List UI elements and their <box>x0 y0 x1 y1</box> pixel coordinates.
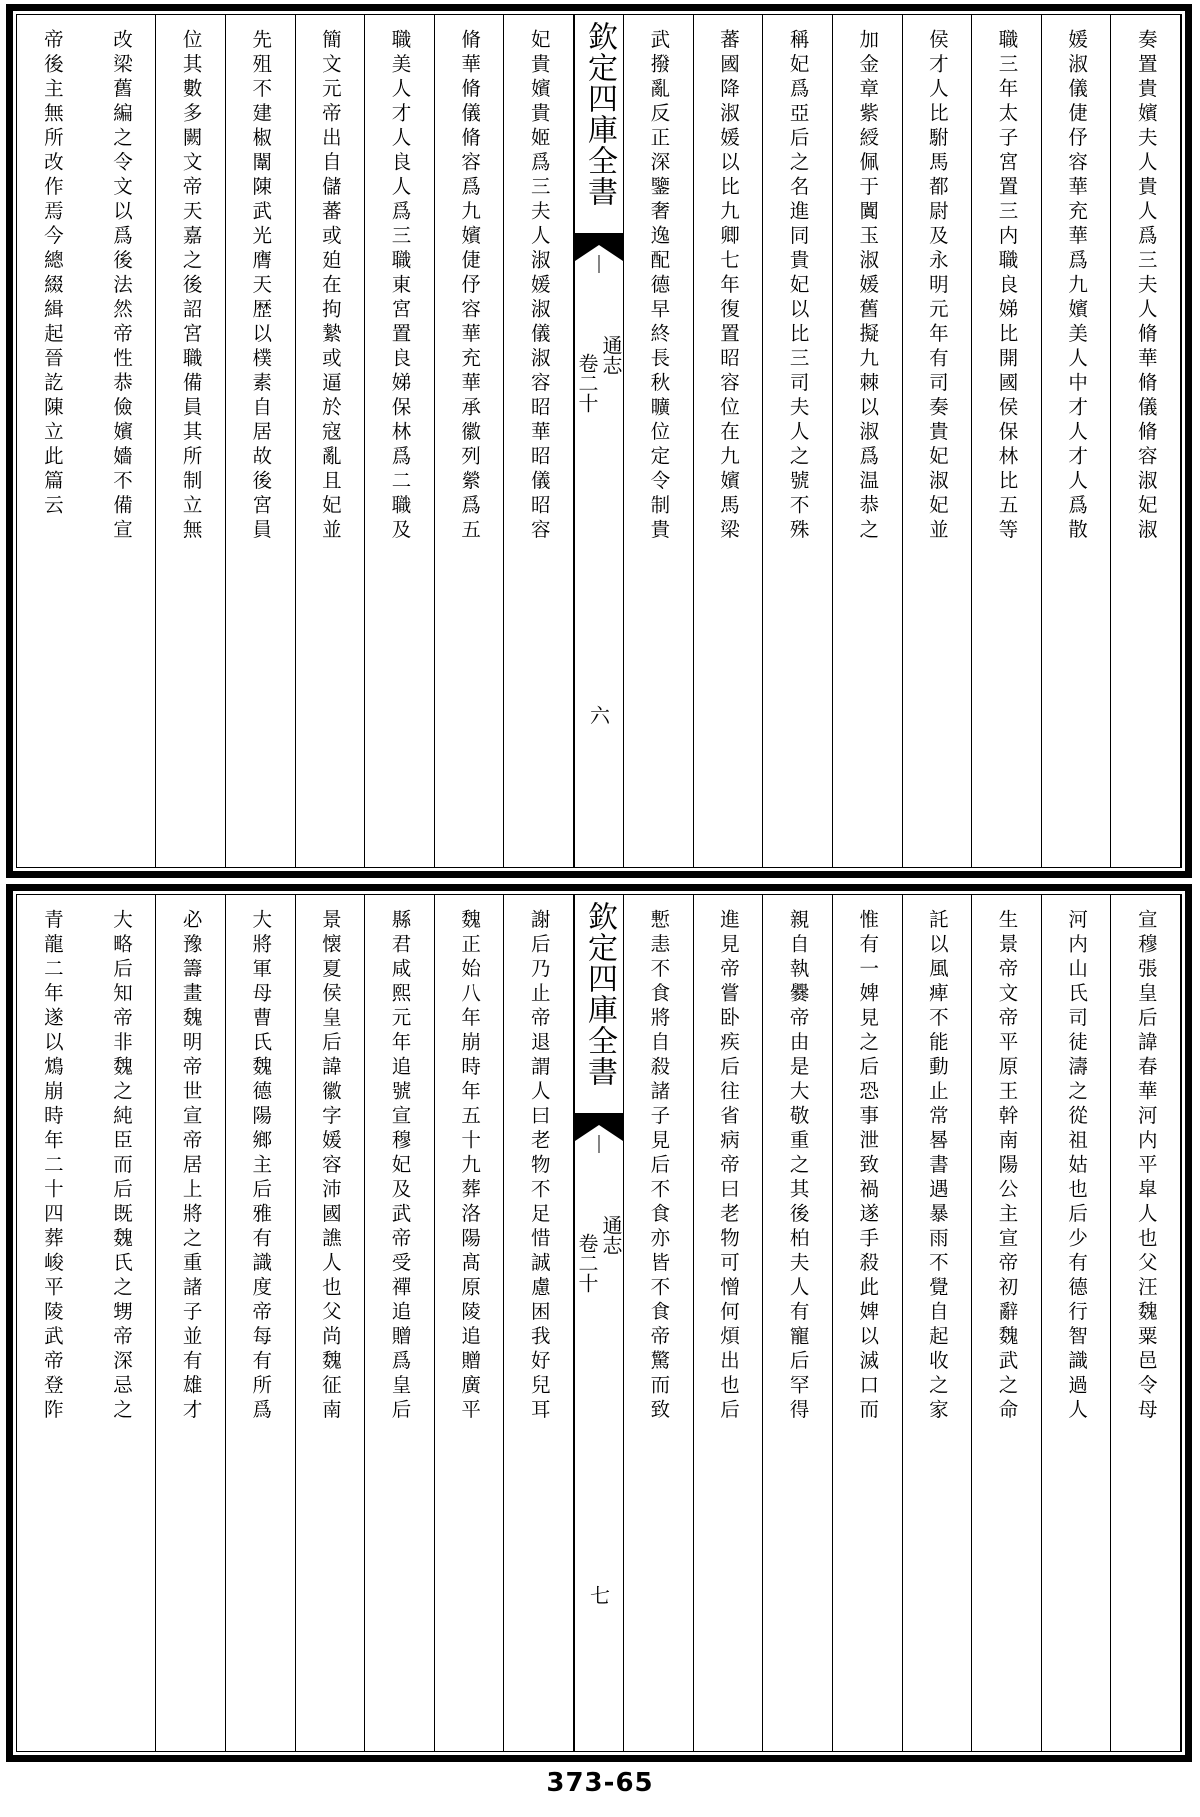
text-column <box>87 895 157 1751</box>
column-text: 稱妃爲亞后之名進同貴妃以比三司夫人之號不殊 <box>786 29 810 544</box>
column-text: 武撥亂反正深鑒奢逸配德早終長秋曠位定令制貴 <box>647 29 671 544</box>
gutter-page-number: 六 <box>586 705 611 725</box>
text-column <box>833 895 903 1751</box>
fishtail-mark <box>575 233 623 273</box>
gutter-book-info <box>577 335 621 413</box>
text-column <box>226 15 296 867</box>
column-text: 河内山氏司徒濤之從祖姑也后少有德行智識過人 <box>1065 909 1089 1424</box>
column-text: 先殂不建椒闈陳武光膺天歴以樸素自居故後宮員 <box>249 29 273 544</box>
text-column <box>1111 895 1181 1751</box>
column-text: 職三年太子宮置三内職良娣比開國侯保林比五等 <box>995 29 1019 544</box>
gutter-book: 通志 <box>599 1215 623 1255</box>
text-column <box>296 895 366 1751</box>
text-column <box>694 15 764 867</box>
text-column <box>435 895 505 1751</box>
column-text: 必豫籌畫魏明帝世宣帝居上將之重諸子並有雄才 <box>179 909 203 1424</box>
column-text: 蕃國降淑媛以比九卿七年復置昭容位在九嬪馬梁 <box>716 29 740 544</box>
text-column <box>17 895 87 1751</box>
column-text: 縣君咸熙元年追號宣穆妃及武帝受禪追贈爲皇后 <box>388 909 412 1424</box>
text-column <box>903 895 973 1751</box>
page-code: 373-65 <box>546 1768 654 1798</box>
text-column <box>1042 15 1112 867</box>
center-gutter <box>574 15 624 867</box>
column-text: 生景帝文帝平原王幹南陽公主宣帝初辭魏武之命 <box>995 909 1019 1424</box>
column-text: 青龍二年遂以鴆崩時年二十四葬峻平陵武帝登阼 <box>40 909 64 1424</box>
column-text: 簡文元帝出自儲蕃或廹在拘縶或逼於寇亂且妃並 <box>318 29 342 544</box>
column-text: 親自執爨帝由是大敬重之其後柏夫人有寵后罕得 <box>786 909 810 1424</box>
column-text: 魏正始八年崩時年五十九葬洛陽髙原陵追贈廣平 <box>458 909 482 1424</box>
text-column <box>833 15 903 867</box>
text-column <box>624 15 694 867</box>
text-column <box>17 15 87 867</box>
text-column <box>694 895 764 1751</box>
gutter-book: 通志 <box>599 335 623 375</box>
column-text: 位其數多闕文帝天嘉之後詔宮職備員其所制立無 <box>179 29 203 544</box>
text-column <box>504 895 574 1751</box>
column-text: 媛淑儀倢伃容華充華爲九嬪美人中才人才人爲散 <box>1065 29 1089 544</box>
fishtail-mark <box>575 1113 623 1153</box>
column-text: 脩華脩儀脩容爲九嬪倢伃容華充華承徽列縈爲五 <box>458 29 482 544</box>
text-column <box>763 895 833 1751</box>
column-text: 職美人才人良人爲三職東宮置良娣保林爲二職及 <box>388 29 412 544</box>
text-column <box>435 15 505 867</box>
gutter-book-info <box>577 1215 621 1293</box>
text-column <box>972 895 1042 1751</box>
column-text: 奏置貴嬪夫人貴人爲三夫人脩華脩儀脩容淑妃淑 <box>1134 29 1158 544</box>
bottom-page-frame <box>16 894 1182 1752</box>
top-page <box>6 4 1192 878</box>
column-text: 大略后知帝非魏之純臣而后既魏氏之甥帝深忌之 <box>109 909 133 1424</box>
column-text: 妃貴嬪貴姬爲三夫人淑媛淑儀淑容昭華昭儀昭容 <box>527 29 551 544</box>
bottom-page <box>6 884 1192 1762</box>
text-column <box>87 15 157 867</box>
top-page-frame <box>16 14 1182 868</box>
column-text: 惟有一婢見之后恐事泄致禍遂手殺此婢以滅口而 <box>856 909 880 1424</box>
gutter-volume: 卷二十 <box>575 1233 599 1293</box>
gutter-volume: 卷二十 <box>575 353 599 413</box>
column-text: 景懐夏侯皇后諱徽字媛容沛國譙人也父尚魏征南 <box>318 909 342 1424</box>
column-text: 侯才人比駙馬都尉及永明元年有司奏貴妃淑妃並 <box>925 29 949 544</box>
text-column <box>504 15 574 867</box>
column-text: 帝後主無所改作焉今總綴緝起晉訖陳立此篇云 <box>40 29 64 519</box>
text-column <box>156 895 226 1751</box>
column-text: 慙恚不食將自殺諸子見后不食亦皆不食帝驚而致 <box>647 909 671 1424</box>
gutter-page-number: 七 <box>586 1585 611 1605</box>
text-column <box>226 895 296 1751</box>
column-text: 加金章紫綬佩于闐玉淑媛舊擬九棘以淑爲温恭之 <box>856 29 880 544</box>
text-column <box>972 15 1042 867</box>
column-text: 進見帝嘗卧疾后往省病帝曰老物可憎何煩出也后 <box>716 909 740 1424</box>
gutter-title: 欽定四庫全書 <box>582 21 617 207</box>
column-text: 託以風痺不能動止常晷書遇暴雨不覺自起收之家 <box>925 909 949 1424</box>
center-gutter <box>574 895 624 1751</box>
text-column <box>763 15 833 867</box>
text-column <box>624 895 694 1751</box>
text-column <box>1111 15 1181 867</box>
text-column <box>903 15 973 867</box>
text-column <box>1042 895 1112 1751</box>
text-column <box>296 15 366 867</box>
column-text: 大將軍母曹氏魏德陽鄉主后雅有識度帝每有所爲 <box>249 909 273 1424</box>
column-text: 改梁舊編之令文以爲後法然帝性恭儉嬪嬙不備宣 <box>109 29 133 544</box>
column-text: 謝后乃止帝退謂人曰老物不足惜誠慮困我好兒耳 <box>527 909 551 1424</box>
gutter-title: 欽定四庫全書 <box>582 901 617 1087</box>
column-text: 宣穆張皇后諱春華河内平皐人也父汪魏粟邑令母 <box>1134 909 1158 1424</box>
text-column <box>365 15 435 867</box>
text-column <box>365 895 435 1751</box>
text-column <box>156 15 226 867</box>
